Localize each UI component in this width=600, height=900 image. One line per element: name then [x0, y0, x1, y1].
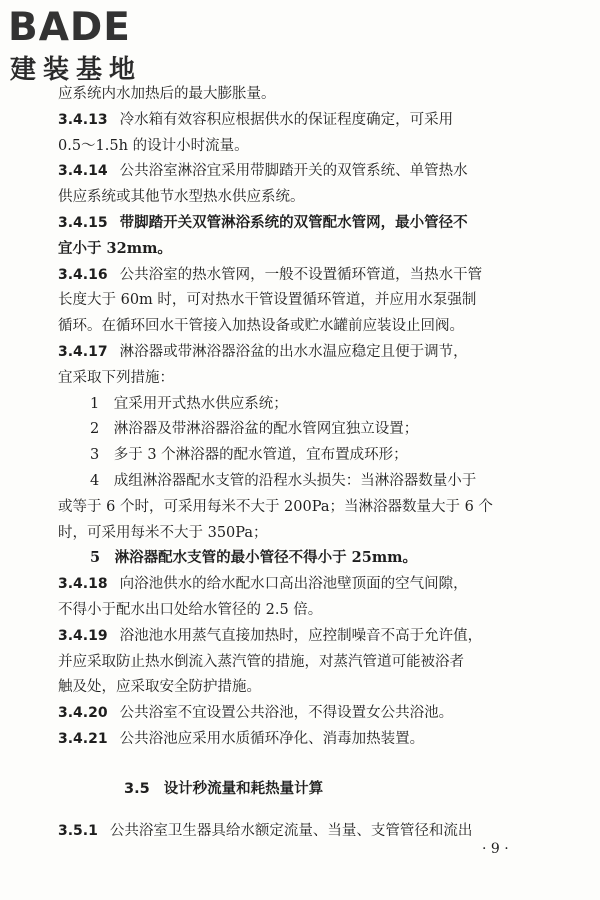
clause-number: 3.4.15	[58, 215, 108, 231]
watermark-logo-subtext: 建装基地	[10, 55, 143, 85]
line-text: 并应采取防止热水倒流入蒸汽管的措施，对蒸汽管道可能被浴者	[58, 653, 464, 670]
line-text: 公共浴室的热水管网，一般不设置循环管道，当热水干管	[119, 266, 483, 283]
line-text: 4 成组淋浴器配水支管的沿程水头损失：当淋浴器数量小于	[90, 473, 477, 489]
line-text: 0.5～1.5h 的设计小时流量。	[58, 137, 249, 154]
clause-number: 3.4.19	[58, 627, 108, 644]
line-text: 不得小于配水出口处给水管径的 2.5 倍。	[58, 602, 323, 618]
text-line	[58, 677, 261, 697]
text-line	[58, 368, 174, 388]
watermark-logo-text: BADE	[8, 5, 131, 50]
section-title: 设计秒流量和耗热量计算	[163, 780, 324, 797]
line-text: 宜采取下列措施：	[58, 369, 174, 386]
clause-line	[58, 574, 468, 594]
clause-line	[58, 110, 453, 130]
clause-number: 3.4.21	[58, 731, 108, 747]
line-text: 或等于 6 个时，可采用每米不大于 200Pa；当淋浴器数量大于 6 个	[58, 498, 493, 515]
clause-text: 公共浴室卫生器具给水额定流量、当量、支管管径和流出	[109, 823, 473, 839]
text-line	[58, 290, 476, 310]
line-text: 应系统内水加热后的最大膨胀量。	[58, 86, 276, 102]
text-line	[90, 548, 417, 568]
text-line	[90, 394, 288, 414]
text-line	[58, 187, 305, 207]
line-text: 淋浴器或带淋浴器浴盆的出水水温应稳定且便于调节，	[119, 344, 468, 360]
line-text: 长度大于 60m 时，可对热水干管设置循环管道，并应用水泵强制	[58, 292, 477, 309]
text-line	[58, 239, 172, 259]
line-text: 浴池池水用蒸气直接加热时，应控制噪音不高于允许值，	[119, 627, 483, 644]
clause-line	[58, 821, 472, 841]
line-text: 公共浴室不宜设置公共浴池，不得设置女公共浴池。	[119, 705, 454, 722]
text-line	[90, 445, 408, 465]
clause-number: 3.4.17	[58, 344, 108, 360]
text-line	[58, 523, 268, 543]
line-text: 2 淋浴器及带淋浴器浴盆的配水管网宜独立设置；	[90, 421, 419, 438]
line-text: 公共浴池应采用水质循环净化、消毒加热装置。	[119, 731, 425, 747]
line-text: 1 宜采用开式热水供应系统；	[90, 395, 288, 412]
clause-number: 3.4.20	[58, 705, 108, 722]
text-line	[58, 652, 464, 672]
clause-line	[58, 213, 468, 233]
watermark-logo	[8, 6, 178, 88]
clause-line	[58, 729, 424, 749]
line-text: 循环。在循环回水干管接入加热设备或贮水罐前应装设止回阀。	[58, 318, 464, 335]
text-line	[58, 600, 322, 620]
clause-number: 3.5.1	[58, 823, 98, 839]
line-text: 5 淋浴器配水支管的最小管径不得小于 25mm。	[90, 549, 417, 567]
line-text: 宜小于 32mm。	[58, 239, 172, 257]
text-line	[58, 136, 249, 156]
clause-number: 3.4.16	[58, 266, 108, 283]
text-line	[58, 497, 493, 517]
clause-number: 3.4.13	[58, 111, 108, 128]
text-line	[90, 471, 476, 491]
line-text: 向浴池供水的给水配水口高出浴池壁顶面的空气间隙，	[119, 576, 468, 593]
section-heading	[124, 777, 323, 798]
clause-number: 3.4.14	[58, 163, 108, 180]
clause-line	[58, 703, 453, 723]
clause-line	[58, 626, 482, 646]
line-text: 3 多于 3 个淋浴器的配水管道，宜布置成环形；	[90, 447, 408, 464]
clause-line	[58, 161, 468, 181]
clause-line	[58, 342, 468, 362]
line-text: 带脚踏开关双管淋浴系统的双管配水管网，最小管径不	[119, 214, 468, 231]
line-text: 冷水箱有效容积应根据供水的保证程度确定，可采用	[119, 111, 454, 128]
text-line	[90, 419, 418, 439]
section-number: 3.5	[124, 781, 150, 797]
clause-number: 3.4.18	[58, 576, 108, 593]
line-text: 供应系统或其他节水型热水供应系统。	[58, 189, 305, 206]
line-text: 时，可采用每米不大于 350Pa；	[58, 524, 268, 541]
clause-line	[58, 265, 482, 285]
text-line	[58, 84, 276, 104]
text-line	[58, 316, 464, 336]
line-text: 公共浴室淋浴宜采用带脚踏开关的双管系统、单管热水	[119, 163, 468, 180]
page-number: · 9 ·	[482, 841, 509, 857]
line-text: 触及处，应采取安全防护措施。	[58, 679, 261, 696]
